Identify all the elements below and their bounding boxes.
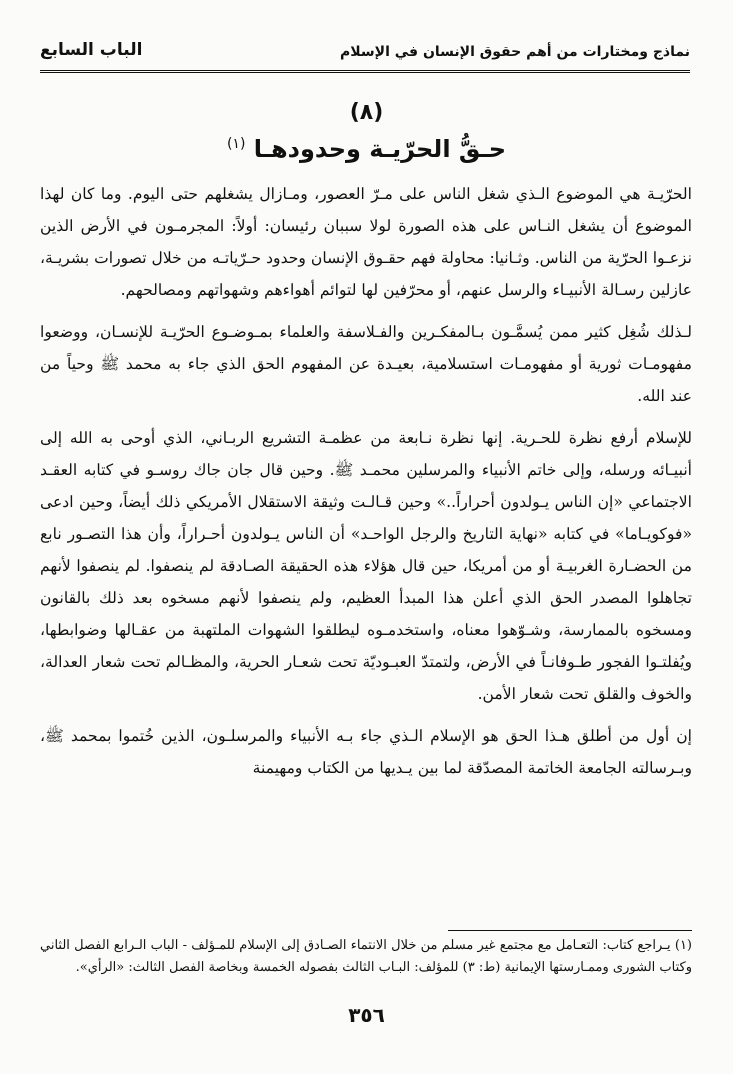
- footnote-reference: (١): [226, 136, 246, 152]
- header-chapter: الباب السابع: [40, 40, 143, 60]
- header-subtitle: نماذج ومختارات من أهم حقوق الإنسان في الإسلام: [339, 44, 690, 60]
- paragraph: لـذلك شُغِل كثير ممن يُسمَّـون بـالمفكـرين والفـلاسفة والعلماء بمـوضـوع الحرّيـة للإنسـان، ووضعوا مفهومـات ثورية أو مفهومـات استسلامية، بعيـدة عن المفهوم الحق الذي جاء به محمد ﷺ وحياً من عند الله.: [40, 323, 692, 405]
- section-number: (٨): [349, 100, 384, 125]
- header-divider: [40, 70, 690, 73]
- paragraph: الحرّيـة هي الموضوع الـذي شغل الناس على مـرّ العصور، ومـازال يشغلهم حتى اليوم. وما كان لهذا الموضوع أن يشغل النـاس على هذه الصورة لولا سببان رئيسان: أولاً: المجرمـون في الأرض الذين نزعـوا الحرّية من الناس. وثـانيا: محاولة فهم حقـوق الإنسان وحدود حـرّياتـه من خلال تصورات بشريـة، عازلين رسـالة الأنبيـاء والرسل عنهم، أو محرّفين لها لتوائم أهواءهم وشهواتهم ومصالحهم.: [40, 185, 692, 299]
- footnote: (١) يـراجع كتاب: التعـامل مع مجتمع غير مسلم من خلال الانتماء الصـادق إلى الإسلام للمـؤلف - الباب الـرابع الفصل الثاني وكتاب الشورى وممـارستها الإيمانية (ط: ٣) للمؤلف: البـاب الثالث بفصوله الخمسة وبخاصة الفصل الثالث: «الرأي».: [40, 938, 692, 975]
- page-number: ٣٥٦: [348, 1003, 385, 1027]
- body-text: [40, 178, 692, 794]
- section-title-text: حـقُّ الحرّيـة وحدودهـا: [253, 135, 507, 163]
- section-title: [0, 135, 733, 163]
- running-header: [40, 40, 690, 60]
- paragraph: للإسلام أرفع نظرة للحـرية. إنها نظرة نـابعة من عظمـة التشريع الربـاني، الذي أوحى به الله إلى أنبيـائه ورسله، وإلى خاتم الأنبياء والمرسلين محمـد ﷺ. وحين قال جان جاك روسـو في كتابه العقـد الاجتماعي «إن الناس يـولدون أحراراً..» وحين قـالـت وثيقة الاستقلال الأمريكي ذلك أيضاً، وحين ادعى «فوكويـاما» في كتابه «نهاية التاريخ والرجل الواحـد» أن الناس يـولدون أحـراراً، وأن هذا التصـور نابع من الحضـارة الغربيـة أو من أمريكا، حين قال هؤلاء هذه الحقيقة الصـادقة لم ينصفوا. لم ينصفوا لأنهم تجاهلوا المصدر الحق الذي أعلن هذا المبدأ العظيم، ولم ينصفوا لأنهم مسخوه بعد ذلك بالقانون ومسخوه بالممارسة، وشـوّهوا معناه، واستخدمـوه ليطلقوا الشهوات الملتهبة من عقـالها وضوابطها، ويُفلتـوا الفجور طـوفانـاً في الأرض، ولتمتدّ العبـوديّة تحت شعـار الحرية، والمظـالم تحت شعار العدالة، والخوف والقلق تحت شعار الأمن.: [40, 429, 692, 703]
- footnote-divider: [448, 930, 692, 931]
- paragraph: إن أول من أطلق هـذا الحق هو الإسلام الـذي جاء بـه الأنبياء والمرسلـون، الذين خُتموا بمحمد ﷺ، وبـرسالته الجامعة الخاتمة المصدّقة لما بين يـديها من الكتاب ومهيمنة: [40, 727, 692, 777]
